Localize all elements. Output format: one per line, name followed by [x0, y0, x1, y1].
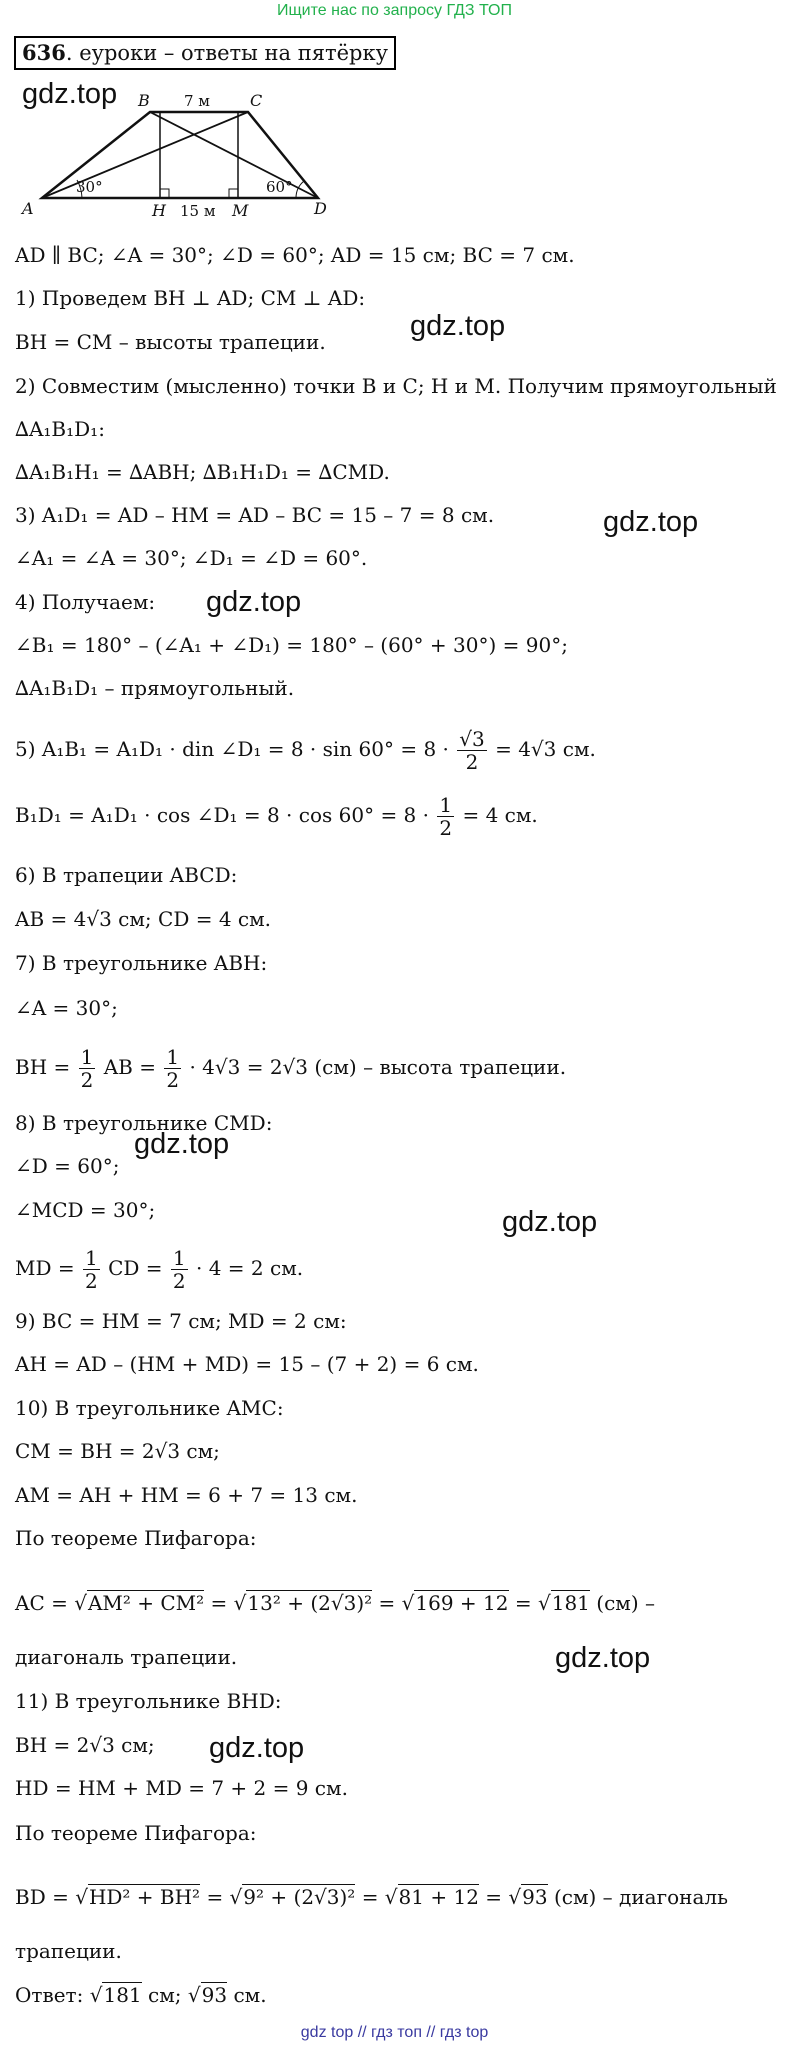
expr: · 4 = 2 см. — [196, 1256, 304, 1280]
step-line — [15, 1590, 655, 1616]
expr: CD = — [108, 1256, 163, 1280]
radicand: 81 + 12 — [398, 1885, 479, 1909]
step-line: ∠A = 30°; — [15, 996, 118, 1020]
step-line: 8) В треугольнике CMD: — [15, 1111, 273, 1135]
watermark: gdz.top — [206, 586, 302, 618]
denominator: 2 — [85, 1269, 98, 1293]
expr: Ответ: √ — [15, 1983, 103, 2007]
step-line: BH = 2√3 см; — [15, 1733, 155, 1757]
expr: B₁D₁ = A₁D₁ · cos ∠D₁ = 8 · cos 60° = 8 · — [15, 803, 429, 827]
radicand: 181 — [551, 1591, 590, 1615]
watermark: gdz.top — [209, 1732, 305, 1764]
radicand: 181 — [103, 1983, 142, 2007]
radicand: HD² + BH² — [88, 1885, 201, 1909]
expr: (см) – диагональ — [553, 1885, 728, 1909]
fraction — [164, 1046, 181, 1091]
expr: BH = — [15, 1055, 71, 1079]
step-line: ∠B₁ = 180° – (∠A₁ + ∠D₁) = 180° – (60° + 30°) = 90°; — [15, 633, 568, 657]
numerator: 1 — [85, 1246, 98, 1270]
label-m: M — [232, 201, 249, 220]
expr: = √ — [514, 1591, 551, 1615]
watermark: gdz.top — [502, 1206, 598, 1238]
step-line: По теореме Пифагора: — [15, 1821, 257, 1845]
step-line — [15, 728, 596, 773]
angle-d-label: 60° — [266, 178, 293, 196]
task-title: . еуроки – ответы на пятёрку — [65, 41, 388, 65]
expr: см. — [233, 1983, 267, 2007]
step-line: По теореме Пифагора: — [15, 1526, 257, 1550]
step-line — [15, 1884, 728, 1910]
label-a: A — [22, 199, 34, 218]
label-d: D — [314, 199, 327, 218]
expr: = 4√3 см. — [495, 737, 596, 761]
step-line: 2) Совместим (мысленно) точки B и C; H и M. Получим прямоугольный — [15, 374, 777, 398]
step-line: AM = AH + HM = 6 + 7 = 13 см. — [15, 1483, 358, 1507]
fraction — [83, 1247, 100, 1292]
task-number: 636 — [22, 40, 66, 65]
given-line: AD ∥ BC; ∠A = 30°; ∠D = 60°; AD = 15 см; BC = 7 см. — [15, 243, 575, 267]
watermark: gdz.top — [603, 506, 699, 538]
denominator: 2 — [439, 816, 453, 840]
angle-a-label: 30° — [76, 178, 103, 196]
fraction — [79, 1046, 96, 1091]
top-length: 7 м — [184, 92, 210, 110]
step-line: ∠A₁ = ∠A = 30°; ∠D₁ = ∠D = 60°. — [15, 546, 368, 570]
step-line: 1) Проведем BH ⊥ AD; CM ⊥ AD: — [15, 286, 366, 310]
numerator: 1 — [166, 1045, 180, 1069]
expr: = √ — [210, 1591, 247, 1615]
label-b: B — [138, 91, 150, 110]
footer-links[interactable]: gdz top // гдз топ // гдз top — [300, 2024, 489, 2041]
step-line — [15, 794, 538, 839]
step-line: CM = BH = 2√3 см; — [15, 1439, 220, 1463]
expr: = √ — [378, 1591, 415, 1615]
denominator: 2 — [80, 1068, 94, 1092]
expr: · 4√3 = 2√3 (см) – высота трапеции. — [189, 1055, 567, 1079]
expr: BD = √ — [15, 1885, 88, 1909]
fraction — [457, 728, 486, 773]
expr: AB = — [103, 1055, 156, 1079]
step-line: BH = CM – высоты трапеции. — [15, 330, 326, 354]
radicand: 169 + 12 — [415, 1591, 509, 1615]
task-heading — [14, 36, 396, 70]
expr: (см) – — [596, 1591, 655, 1615]
watermark: gdz.top — [410, 310, 506, 342]
diagonal-ac — [42, 112, 248, 198]
expr: = √ — [361, 1885, 398, 1909]
radicand: 93 — [522, 1885, 548, 1909]
bottom-length: 15 м — [180, 202, 216, 220]
expr: AC = √ — [15, 1591, 87, 1615]
fraction — [171, 1247, 188, 1292]
step-line: трапеции. — [15, 1939, 122, 1963]
numerator: 1 — [80, 1045, 94, 1069]
step-line: AH = AD – (HM + MD) = 15 – (7 + 2) = 6 см. — [15, 1352, 479, 1376]
step-line: 4) Получаем: — [15, 590, 156, 614]
numerator: 1 — [439, 793, 453, 817]
step-line: ∆A₁B₁H₁ = ∆ABH; ∆B₁H₁D₁ = ∆CMD. — [15, 460, 390, 484]
step-line: HD = HM + MD = 7 + 2 = 9 см. — [15, 1776, 348, 1800]
radicand: 93 — [201, 1983, 228, 2007]
step-line: ∠MCD = 30°; — [15, 1198, 156, 1222]
expr: MD = — [15, 1256, 75, 1280]
step-line: ∆A₁B₁D₁ – прямоугольный. — [15, 676, 295, 700]
expr: см; √ — [148, 1983, 201, 2007]
step-line: 11) В треугольнике BHD: — [15, 1689, 282, 1713]
step-line: 9) BC = HM = 7 см; MD = 2 см: — [15, 1309, 347, 1333]
radicand: AM² + CM² — [87, 1591, 205, 1615]
denominator: 2 — [172, 1269, 186, 1293]
right-angle-h — [160, 189, 169, 198]
top-banner[interactable]: Ищите нас по запросу ГДЗ ТОП — [277, 2, 512, 19]
step-line — [15, 1247, 303, 1292]
step-line — [15, 1046, 566, 1091]
expr: = √ — [485, 1885, 522, 1909]
watermark: gdz.top — [22, 78, 118, 110]
watermark: gdz.top — [555, 1642, 651, 1674]
numerator: 1 — [172, 1246, 186, 1270]
radicand: 13² + (2√3)² — [247, 1591, 373, 1615]
label-c: C — [250, 91, 263, 110]
step-line: 7) В треугольнике ABH: — [15, 951, 268, 975]
fraction — [437, 794, 454, 839]
numerator: √3 — [459, 727, 485, 751]
expr: = 4 см. — [462, 803, 538, 827]
step-line: AB = 4√3 см; CD = 4 см. — [15, 907, 272, 931]
expr: = √ — [206, 1885, 243, 1909]
diagonal-bd — [150, 112, 318, 198]
denominator: 2 — [465, 750, 479, 774]
label-h: H — [152, 201, 166, 220]
radicand: 9² + (2√3)² — [243, 1885, 356, 1909]
step-line: ∆A₁B₁D₁: — [15, 417, 105, 441]
right-angle-m — [229, 189, 238, 198]
step-line: диагональ трапеции. — [15, 1645, 238, 1669]
watermark: gdz.top — [134, 1128, 230, 1160]
step-line: 3) A₁D₁ = AD – HM = AD – BC = 15 – 7 = 8 см. — [15, 503, 495, 527]
step-line: 10) В треугольнике AMC: — [15, 1396, 284, 1420]
step-line: 6) В трапеции ABCD: — [15, 863, 238, 887]
answer-line — [15, 1982, 267, 2008]
denominator: 2 — [166, 1068, 180, 1092]
step-line: ∠D = 60°; — [15, 1154, 120, 1178]
expr: 5) A₁B₁ = A₁D₁ · din ∠D₁ = 8 · sin 60° = 8 · — [15, 737, 449, 761]
